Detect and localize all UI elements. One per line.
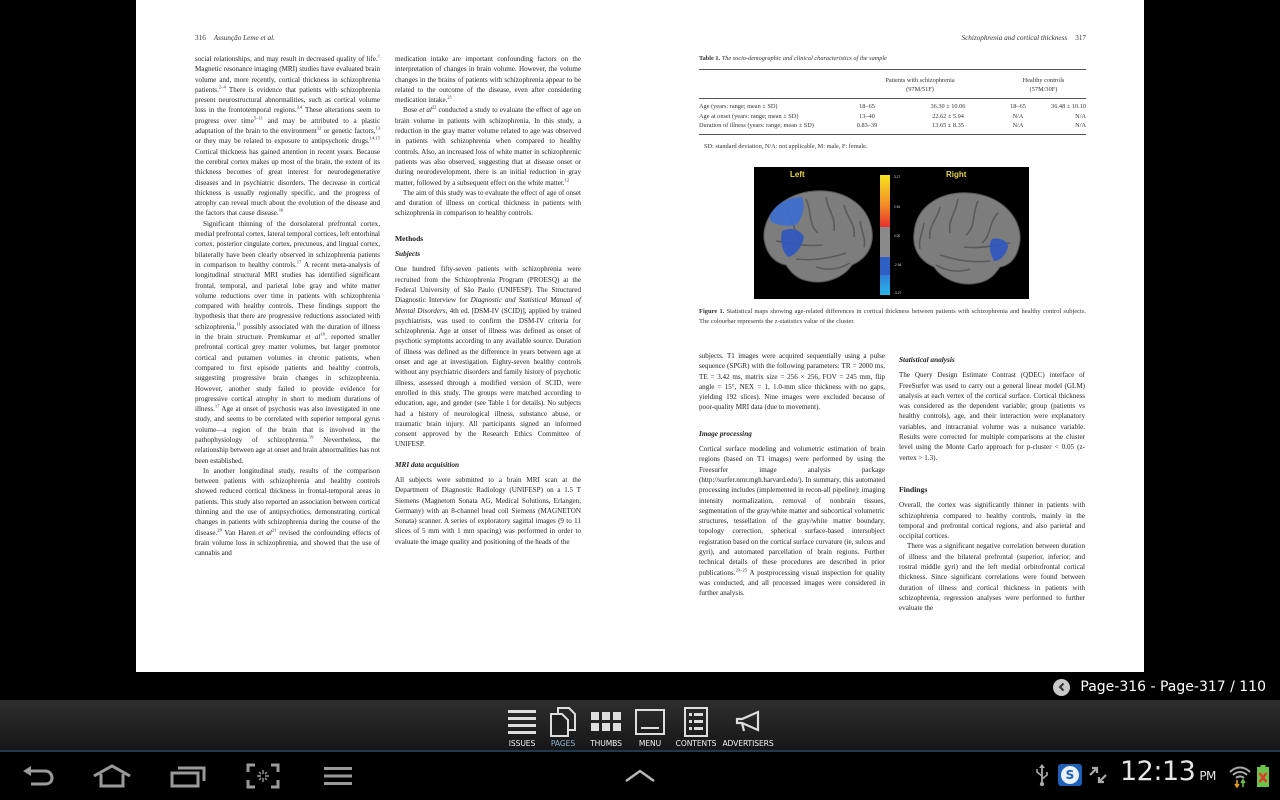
subsection-heading-statistical-analysis: Statistical analysis [899, 355, 955, 364]
page-number: 316 [195, 34, 206, 42]
screenshot-button[interactable] [243, 762, 283, 790]
menu-button[interactable] [318, 762, 358, 790]
right-hemisphere-image [910, 183, 1026, 293]
menu-window-icon [635, 709, 665, 735]
previous-page-button[interactable] [1053, 679, 1070, 696]
colorbar [880, 175, 890, 295]
running-head-right [961, 34, 1086, 42]
figure-label-right: Right [946, 170, 967, 179]
screenshot-icon [246, 763, 280, 789]
hamburger-menu-icon [323, 766, 353, 786]
home-icon [92, 764, 132, 788]
recent-apps-button[interactable] [168, 762, 208, 790]
toolbar-thumbs-button[interactable]: THUMBS [585, 700, 627, 750]
table-header: Patients with schizophrenia (97M/51F) Healthy controls (57M/30F) [699, 70, 1086, 99]
running-title: Assunção Leme et al. [213, 34, 275, 42]
battery-charging-error-icon [1256, 764, 1270, 788]
page-indicator [1053, 676, 1266, 698]
paragraph: medication intake are important confounding factors on the interpretation of changes in brain volume. However, the volume changes in the brains of patients with schizophrenia appear to be related to the outcome of the disease, even after considering medication intake.$^{21}$ [395, 55, 581, 105]
home-button[interactable] [92, 762, 132, 790]
running-head-left [195, 34, 275, 42]
chevron-left-icon [1057, 682, 1067, 692]
megaphone-icon [734, 710, 762, 734]
subsection-heading-mri: MRI data acquisition [395, 459, 460, 469]
section-heading-methods: Methods [395, 233, 424, 243]
grid-icon [591, 712, 621, 732]
paragraph: subjects. T1 images were acquired sequentially using a pulse sequence (SPGR) with the following parameters: TR = 2000 ms, TE = 3.42 ms, matrix size = 256 × 256, FOV = 245 mm, flip angle = 15°, NEX = 1, 1.0-mm slice thickness with no gaps, yielding 192 slices). Nine images were excluded because of poor-quality MRI data (due to movement). [699, 352, 885, 412]
brain-figure: Left Right 3.27 2.94 0.00 -2.94 -3.27 [754, 167, 1029, 299]
pages-icon [549, 707, 577, 737]
back-button[interactable] [18, 762, 58, 790]
left-page[interactable] [136, 0, 640, 672]
paragraph: The aim of this study was to evaluate the effect of age of onset and duration of illness on cortical thickness in patients with schizophrenia in comparison to healthy controls. [395, 188, 581, 218]
page-indicator-text: Page-316 - Page-317 / 110 [1080, 679, 1266, 695]
page-number: 317 [1075, 34, 1086, 42]
running-title: Schizophrenia and cortical thickness [961, 34, 1068, 42]
subsection-heading-subjects: Subjects [395, 249, 421, 259]
toolbar-pages-button[interactable]: PAGES [541, 700, 585, 750]
table-row: Age (years: range; mean ± SD) 18–65 36.30 ± 10.06 18–65 36.48 ± 10.10 [699, 103, 1086, 110]
figure-caption: Figure 1. Statistical maps showing age-related differences in cortical thickness between patients with schizophrenia and healthy control subjects. The colourbar represents the z-statistics value of the cluster. [699, 308, 1086, 325]
paragraph: Significant thinning of the dorsolateral prefrontal cortex, medial prefrontal cortex, lateral temporal cortices, left entorhinal cortex, posterior cingulate cortex, precuneus, and lingual cortex, bilaterally have been clearly observed in schizophrenia patients in comparison to healthy controls.$^{17}$ A recent meta-analysis of longitudinal structural MRI studies has identified significant frontal, temporal, and parietal lobe gray and white matter volume reductions over time in patients with schizophrenia compared with healthy controls. These findings support the hypothesis that there are progressive reductions associated with schizophrenia,$^{11}$ possibly associated with the duration of illness in the brain structure. Premkumar et $al^{18}$, reported smaller prefrontal cortical grey matter volumes, but larger premotor cortical and putamen volumes in chronic patients, when compared to first episode patients and healthy controls, suggesting progressive brain changes in schizophrenia. However, another study failed to provide evidence for progressive cortical atrophy in short to medium durations of illness.$^{17}$ Age at onset of psychosis was also investigated in one study, and seems to be correlated with superior temporal gyrus volume—a region of the brain that is involved in the pathophysiology of schizophrenia.$^{19}$ Nevertheless, the relationship between age at onset and brain abnormalities has not been established. [195, 219, 380, 465]
section-heading-findings: Findings [899, 484, 928, 494]
right-column-1 [699, 351, 885, 599]
usb-icon [1035, 763, 1049, 787]
status-clock: 12:13 PM [1120, 756, 1216, 787]
toolbar-issues-button[interactable]: ISSUES [503, 700, 541, 750]
table-row: Duration of illness (years: range; mean ± SD) 0.83–39 13.65 ± 8.35 N/A N/A [699, 122, 1086, 130]
recent-apps-icon [170, 764, 206, 788]
paragraph: social relationships, and may result in decreased quality of life.$^1$ Magnetic resonance imaging (MRI) studies have evaluated brain volume and, more recently, cortical thickness in schizophrenia patients.$^{2-4}$ There is evidence that patients with schizophrenia present neurostructural abnormalities, such as cortical volume loss in the frontotemporal regions.$^{3,4}$ These alterations seem to progress over time$^{5-11}$ and may be attributed to a plastic adaptation of the brain to the environment$^{12}$ or genetic factors,$^{13}$ or they may be related to exposure to antipsychotic drugs.$^{14,15}$ Cortical thickness has gained attention in recent years. Because the cerebral cortex makes up most of the brain, the extent of its thickness becomes of great interest for neurodegenerative diseases and in psychiatric disorders. The decrease in cortical thickness is usually regionally specific, and the progress of atrophy can reveal much about the evolution of the disease and the factors that cause disease.$^{16}$ [195, 53, 381, 218]
paragraph: In another longitudinal study, results of the comparison between patients with schizophrenia and healthy controls showed reduced cortical thickness in frontal-temporal areas in patients. This study also reported an association between cortical thinning and the use of antipsychotics, demonstrating cortical changes in patients with schizophrenia during the course of the disease.$^{20}$ Van Haren et $al^{21}$ revised the confounding effects of brain volume loss in schizophrenia, and showed that the use of cannabis and [195, 466, 380, 558]
table-footnote: SD: standard deviation, N/A: not applicable, M: male, F: female. [704, 143, 868, 150]
paragraph: One hundred fifty-seven patients with schizophrenia were recruited from the Schizophrenia Program (PROESQ) at the Federal University of São Paulo (UNIFESP). The Structured Diagnostic Interview for Diagnostic and Statistical Manual of Mental Disorders, 4th ed. [DSM-IV (SCID)], applied by trained psychiatrists, was used to confirm the DSM-IV criteria for schizophrenia. Age at onset of illness was defined as onset of psychotic symptoms according to any available source. Duration of illness was defined as the difference in years between age at onset and age at investigation. Eighty-seven healthy controls without any psychiatric disorders and family history of psychotic illness, assessed through a modified version of SCID, were enrolled in this study. The groups were matched according to education, age, and gender (see Table 1 for details). No subjects had a history of neurological illness, substance abuse, or traumatic brain injury. All participants signed an informed consent approved by the Research Ethics Committee of UNIFESP. [395, 265, 582, 449]
paragraph: The Query Design Estimate Contrast (QDEC) interface of FreeSurfer was used to carry out a general linear model (GLM) analysis at each vertex of the cortical surface. Cortical thickness was considered as the dependent variable; group (patients vs healthy controls), age, and their interaction were explanatory variables, and intracranial volume was a nuisance variable. Results were corrected for multiple comparisons at the cluster level using the Monte Carlo approach for p-cluster < 0.05 (z-vertex > 1.3). [899, 371, 1085, 462]
figure-label-left: Left [790, 170, 805, 179]
chevron-up-icon [623, 769, 657, 783]
paragraph: All subjects were submitted to a brain MRI scan at the Department of Diagnostic Radiology (UNIFESP) on a 1.5 T Siemens (Magnetom Sonata AG, Medical Solutions, Erlangen, Germany) with an 8-channel head coil Siemens (MAGNETON Sonata) scanner. A series of exploratory sagittal images (9 to 11 slices of 5 mm with 1 mm spacing) was performed in order to evaluate the image quality and positioning of the heads of the [395, 475, 581, 546]
back-icon [21, 765, 55, 787]
right-page[interactable] [640, 0, 1144, 672]
toolbar-contents-button[interactable]: CONTENTS [673, 700, 719, 750]
list-icon [507, 708, 537, 736]
right-column-2 [899, 351, 1085, 614]
left-column-2 [395, 54, 581, 547]
left-column-1 [195, 54, 380, 559]
sync-icon [1087, 765, 1109, 785]
left-hemisphere-image [756, 181, 876, 293]
table-row: Age at onset (years: range; mean ± SD) 13–40 22.62 ± 5.94 N/A N/A [699, 112, 1086, 120]
document-spread[interactable] [136, 0, 1144, 672]
app-toolbar [0, 700, 1280, 752]
paragraph: There was a significant negative correlation between duration of illness and the bilateral prefrontal (superior, inferior, and rostral middle gyri) and the left medial orbitofrontal cortical thickness. Since significant correlations were found between duration of illness and cortical thickness in patients with schizophrenia, regression analyses were performed to further evaluate the [899, 542, 1085, 613]
s-app-notification-icon: S [1058, 764, 1082, 786]
wifi-icon [1228, 764, 1252, 788]
paragraph: Overall, the cortex was significantly thinner in patients with schizophrenia compared to healthy controls, mainly in the temporal and prefrontal cortical regions, and also parietal and occipital cortices. [899, 501, 1085, 541]
toolbar-advertisers-button[interactable]: ADVERTISERS [719, 700, 777, 750]
paragraph: Bose et $al^{22}$ conducted a study to evaluate the effect of age on brain volume in patients with schizophrenia. In this study, a reduction in the gray matter volume related to age was observed in patients with schizophrenia when compared to healthy controls. Also, an increased loss of white matter in schizophrenic patients was also observed, suggesting that at disease onset or during neurodevelopment, there is an initial reduction in gray matter, followed by a subsequent effect on the white matter.$^{12}$ [395, 105, 581, 187]
paragraph: Cortical surface modeling and volumetric estimation of brain regions (based on T1 images) were performed by using the Freesurfer image analysis package (http://surfer.nmr.mgh.harvard.edu/). In summary, this automated processing includes (implemented in recon-all pipeline): imaging intensity normalization, removal of nonbrain tissues, segmentation of the gray/white matter and subcortical volumetric structures, tessellation of the gray/white matter boundary, topology correction, spherical surface-based intersubject registration based on the cortical surface curvature (ie, sulcus and gyri), and automated parcellation of brain regions. Further technical details of these procedures are described in prior publications.$^{23-25}$ A postprocessing visual inspection for quality was conducted, and all processed images were considered in further analysis. [699, 445, 885, 598]
contents-icon [684, 707, 708, 737]
toolbar-menu-button[interactable]: MENU [627, 700, 673, 750]
demographics-table [699, 69, 1086, 135]
subsection-heading-image-processing: Image processing [699, 428, 752, 438]
table-caption: Table 1. The socio-demographic and clinical characteristics of the sample [699, 55, 887, 62]
show-toolbar-button[interactable] [620, 762, 660, 790]
